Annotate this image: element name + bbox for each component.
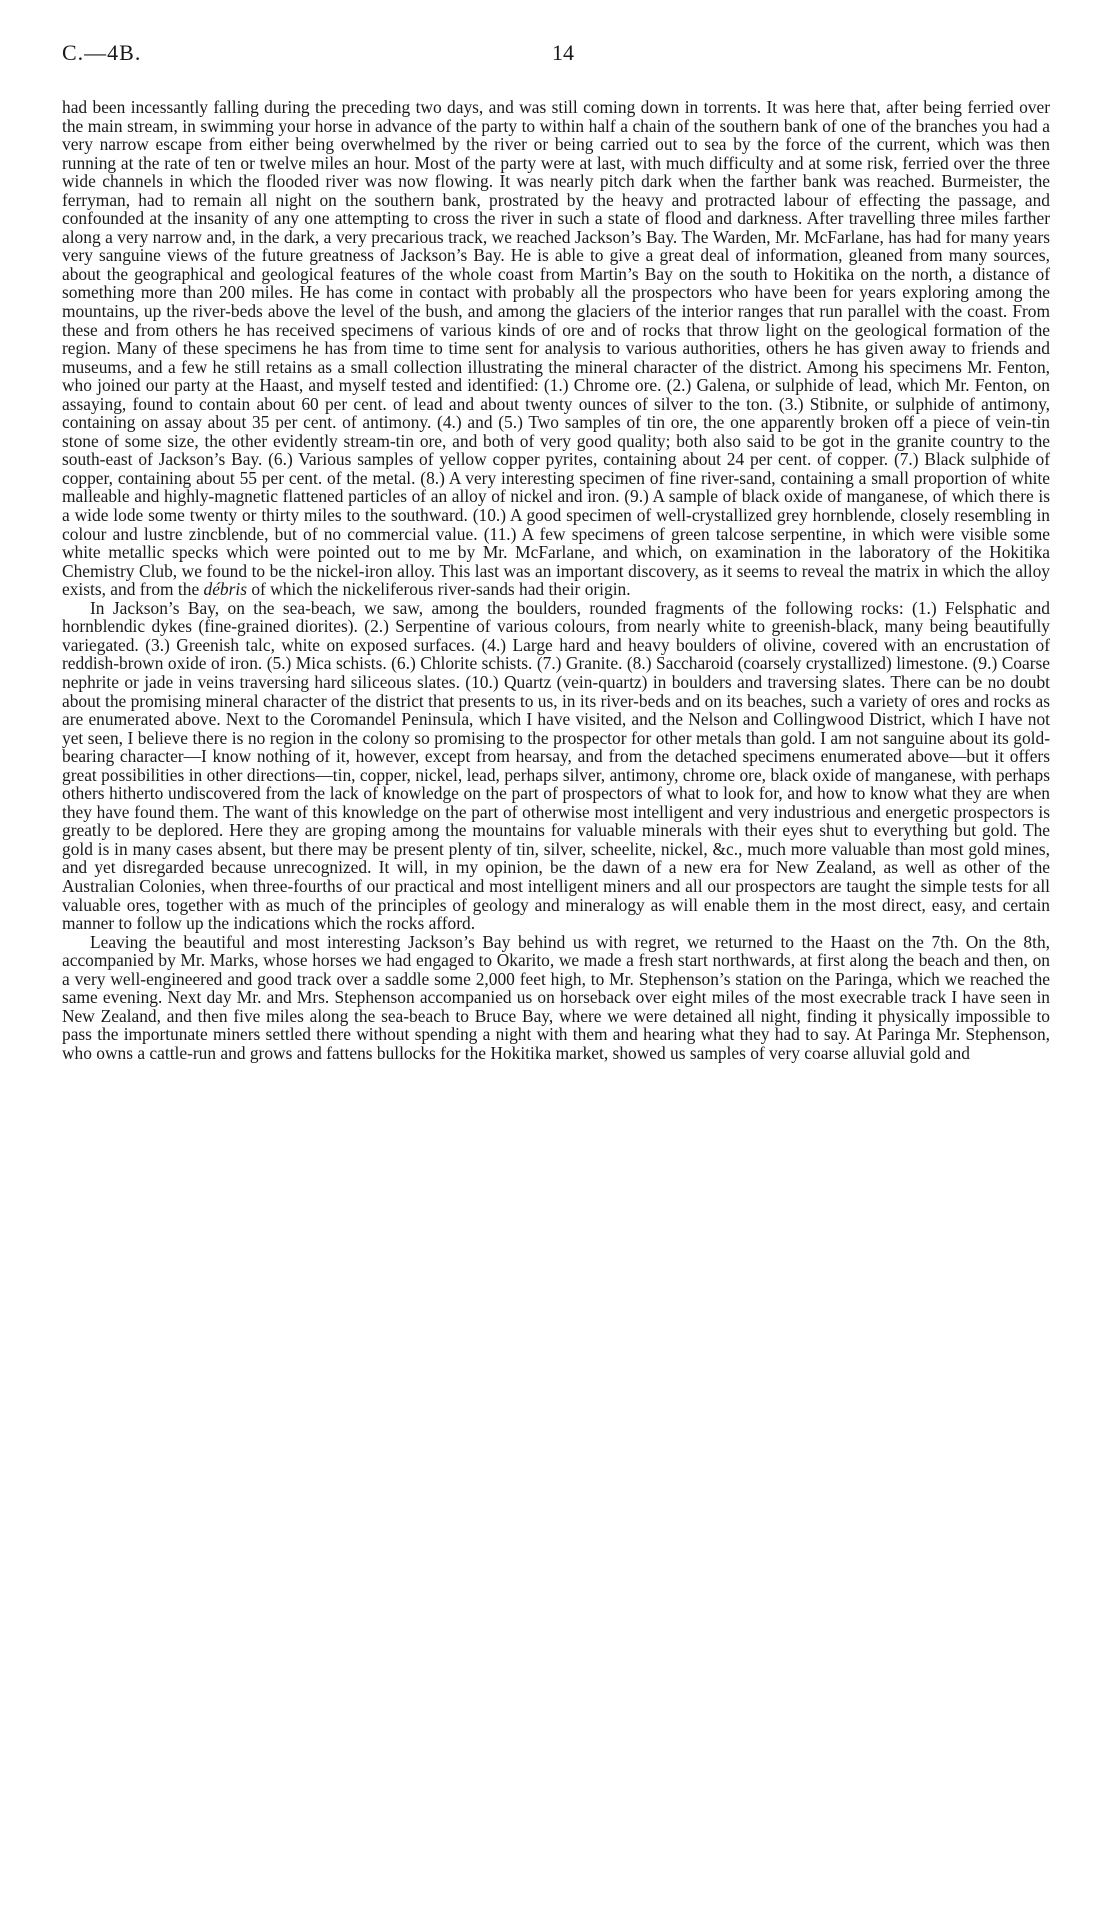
page-header <box>62 40 1052 70</box>
text-run: In Jackson’s Bay, on the sea-beach, we saw, among the boulders, rounded fragments of the following rocks: (1.) Felsphatic and hornblendic dykes (fine-grained diorites). (2.) Serpentine of various colours, from nearly white to greenish-black, many being beautifully variegated. (3.) Greenish talc, white on exposed surfaces. (4.) Large hard and heavy boulders of olivine, covered with an encrustation of reddish-brown oxide of iron. (5.) Mica schists. (6.) Chlorite schists. (7.) Granite. (8.) Saccharoid (coarsely crystallized) limestone. (9.) Coarse nephrite or jade in veins traversing hard siliceous slates. (10.) Quartz (vein-quartz) in boulders and traversing slates. There can be no doubt about the promising mineral character of the district that presents to us, in its river-beds and on its beaches, such a variety of ores and rocks as are enumerated above. Next to the Coromandel Peninsula, which I have visited, and the Nelson and Collingwood District, which I have not yet seen, I believe there is no region in the colony so promising to the prospector for other metals than gold. I am not sanguine about its gold-bearing character—I know nothing of it, however, except from hearsay, and from the detached specimens enumerated above—but it offers great possibilities in other directions—tin, copper, nickel, lead, perhaps silver, antimony, chrome ore, black oxide of manganese, with perhaps others hitherto undiscovered from the lack of knowledge on the part of prospectors of what to look for, and how to know what they are when they have found them. The want of this knowledge on the part of otherwise most intelligent and very industrious and energetic prospectors is greatly to be deplored. Here they are groping among the mountains for valuable minerals with their eyes shut to everything but gold. The gold is in many cases absent, but there may be present plenty of tin, silver, scheelite, nickel, &c., much more valuable than most gold mines, and yet disregarded because unrecognized. It will, in my opinion, be the dawn of a new era for New Zealand, as well as other of the Australian Colonies, when three-fourths of our practical and most intelligent miners and all our prospectors are taught the simple tests for all valuable ores, together with as much of the principles of geology and mineralogy as will enable them in the most direct, easy, and certain manner to follow up the indications which the rocks afford. <box>62 597 1050 934</box>
text-run: Leaving the beautiful and most interesting Jackson’s Bay behind us with regret, we returned to the Haast on the 7th. On the 8th, accompanied by Mr. Marks, whose horses we had engaged to Okarito, we made a fresh start northwards, at first along the beach and then, on a very well-engineered and good track over a saddle some 2,000 feet high, to Mr. Stephenson’s station on the Paringa, which we reached the same evening. Next day Mr. and Mrs. Stephenson accompanied us on horseback over eight miles of the most execrable track I have seen in New Zealand, and then five miles along the sea-beach to Bruce Bay, where we were detained all night, finding it physically impossible to pass the importunate miners settled there without spending a night with them and hearing what they had to say. At Paringa Mr. Stephenson, who owns a cattle-run and grows and fattens bullocks for the Hokitika market, showed us samples of very coarse alluvial gold and <box>62 931 1050 1063</box>
body-text <box>62 98 1050 1062</box>
paragraph <box>62 933 1050 1063</box>
text-run: had been incessantly falling during the preceding two days, and was still coming down in torrents. It was here that, after being ferried over the main stream, in swimming your horse in advance of the party to within half a chain of the southern bank of one of the branches you had a very narrow escape from either being overwhelmed by the river or being carried out to sea by the force of the current, which was then running at the rate of ten or twelve miles an hour. Most of the party were at last, with much difficulty and at some risk, ferried over the three wide channels in which the flooded river was now flowing. It was nearly pitch dark when the farther bank was reached. Burmeister, the ferryman, had to remain all night on the southern bank, prostrated by the heavy and protracted labour of effecting the passage, and confounded at the insanity of any one attempting to cross the river in such a state of flood and darkness. After travelling three miles farther along a very narrow and, in the dark, a very precarious track, we reached Jackson’s Bay. The Warden, Mr. McFarlane, has had for many years very sanguine views of the future greatness of Jackson’s Bay. He is able to give a great deal of information, gleaned from many sources, about the geographical and geological features of the whole coast from Martin’s Bay on the south to Hokitika on the north, a distance of something more than 200 miles. He has come in contact with probably all the prospectors who have been for years exploring among the mountains, up the river-beds above the level of the bush, and among the glaciers of the interior ranges that run parallel with the coast. From these and from others he has received specimens of various kinds of ore and of rocks that throw light on the geological formation of the region. Many of these specimens he has from time to time sent for analysis to various authorities, others he has given away to friends and museums, and a few he still retains as a small collection illustrating the mineral character of the district. Among his specimens Mr. Fenton, who joined our party at the Haast, and myself tested and identified: (1.) Chrome ore. (2.) Galena, or sulphide of lead, which Mr. Fenton, on assaying, found to contain about 60 per cent. of lead and about twenty ounces of silver to the ton. (3.) Stibnite, or sulphide of antimony, containing on assay about 35 per cent. of antimony. (4.) and (5.) Two samples of tin ore, the one apparently broken off a piece of vein-tin stone of some size, the other evidently stream-tin ore, and both of very good quality; both also said to be got in the granite country to the south-east of Jackson’s Bay. (6.) Various samples of yellow copper pyrites, containing about 24 per cent. of copper. (7.) Black sulphide of copper, containing about 55 per cent. of the metal. (8.) A very interesting specimen of fine river-sand, containing a small proportion of white malleable and highly-magnetic flattened particles of an alloy of nickel and iron. (9.) A sample of black oxide of manganese, of which there is a wide lode some twenty or thirty miles to the southward. (10.) A good specimen of well-crystallized grey hornblende, closely resembling in colour and lustre zincblende, but of no commercial value. (11.) A few specimens of green talcose serpentine, in which were visible some white metallic specks which were pointed out to me by Mr. McFarlane, and which, on examination in the laboratory of the Hokitika Chemistry Club, we found to be the nickel-iron alloy. This last was an important discovery, as it seems to reveal the matrix in which the alloy exists, and from the <box>62 97 1050 600</box>
italic-text: débris <box>203 579 247 600</box>
paragraph <box>62 98 1050 599</box>
paragraph <box>62 599 1050 933</box>
page-number: 14 <box>552 40 574 65</box>
text-run: of which the nickeliferous river-sands had their origin. <box>247 579 631 600</box>
document-reference: C.—4B. <box>62 40 142 65</box>
